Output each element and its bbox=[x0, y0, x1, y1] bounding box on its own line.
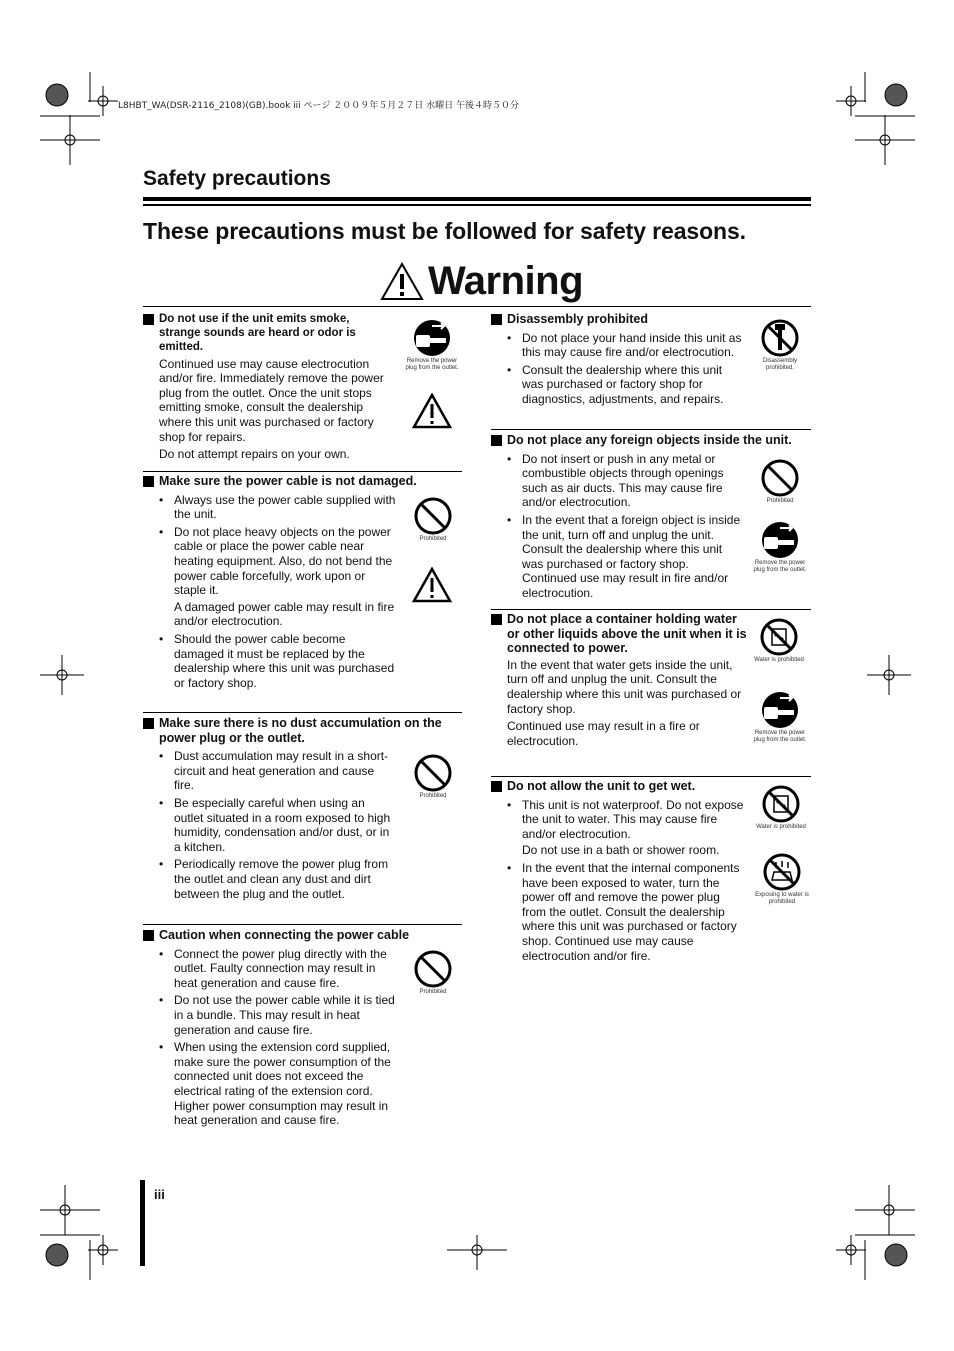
list-item: • Be especially careful when using an outlet situated in a room exposed to high humidity, condensation and/or dust, or in a kitchen. bbox=[159, 796, 397, 854]
water-icon-label: Water is prohibited bbox=[754, 657, 804, 663]
block-wet-note: Do not use in a bath or shower room. bbox=[522, 843, 720, 858]
water-prohibited-icon bbox=[753, 784, 809, 831]
prohibited-icon-label: Prohibited bbox=[766, 498, 794, 504]
list-item: • Always use the power cable supplied with the unit. bbox=[159, 493, 397, 522]
disassembly-prohibited-icon bbox=[757, 318, 803, 372]
list-item: • Do not place your hand inside this unit as this may cause fire and/or electrocution. bbox=[507, 331, 745, 360]
block-smoke bbox=[143, 312, 393, 465]
title-rule-thick bbox=[143, 197, 811, 201]
block-rule bbox=[143, 471, 462, 472]
block-disassembly-title: Disassembly prohibited bbox=[491, 312, 745, 327]
remove-plug-icon-label: Remove the power plug from the outlet. bbox=[405, 358, 459, 371]
prohibited-icon-label: Prohibited bbox=[419, 536, 447, 542]
block-connecting bbox=[143, 928, 410, 1131]
block-rule bbox=[491, 776, 811, 777]
block-smoke-text: Continued use may cause electrocution and/or fire. Immediately remove the power plug from the outlet. Once the unit stops emitting smoke, consult the dealership where this unit was purchased or factory shop for repairs. bbox=[159, 356, 384, 444]
remove-plug-icon bbox=[751, 690, 809, 744]
block-disassembly bbox=[491, 312, 745, 410]
block-power-cable-title: Make sure the power cable is not damaged. bbox=[143, 474, 459, 489]
block-container-water bbox=[491, 612, 745, 751]
block-container-water-text: In the event that water gets inside the unit, turn off and unplug the unit. Consult the dealership where this unit was purchased or factory shop. bbox=[507, 657, 742, 716]
remove-plug-icon-label: Remove the power plug from the outlet. bbox=[753, 730, 807, 743]
block-container-water-note: Continued use may result in a fire or electrocution. bbox=[507, 719, 700, 748]
warning-label: Warning bbox=[428, 258, 583, 303]
block-smoke-note: Do not attempt repairs on your own. bbox=[159, 447, 350, 462]
title-rule-thin bbox=[143, 204, 811, 206]
list-item: • This unit is not waterproof. Do not expose the unit to water. This may cause fire and/or electrocution. bbox=[507, 798, 745, 842]
disassembly-icon-label: Disassembly prohibited. bbox=[762, 358, 797, 371]
page-number: iii bbox=[154, 1187, 165, 1202]
warning-rule bbox=[143, 306, 811, 307]
page-side-bar bbox=[140, 1180, 145, 1266]
prohibited-icon bbox=[408, 496, 458, 543]
block-container-water-title: Do not place a container holding water or other liquids above the unit when it is connected to power. bbox=[491, 612, 747, 656]
list-item: • Periodically remove the power plug from the outlet and clean any dust and dirt between the plug and the outlet. bbox=[159, 857, 397, 901]
remove-plug-icon bbox=[403, 318, 461, 372]
block-rule bbox=[491, 609, 811, 610]
block-dust-title: Make sure there is no dust accumulation on the power plug or the outlet. bbox=[143, 716, 459, 745]
prohibited-icon-label: Prohibited bbox=[419, 793, 447, 799]
list-item: • Do not use the power cable while it is tied in a bundle. This may result in heat generation and cause fire. bbox=[159, 993, 397, 1037]
block-wet-title: Do not allow the unit to get wet. bbox=[491, 779, 745, 794]
list-item: • Connect the power plug directly with the outlet. Faulty connection may result in heat generation and cause fire. bbox=[159, 947, 397, 991]
block-rule bbox=[491, 429, 811, 430]
prohibited-icon bbox=[408, 753, 458, 800]
list-item: • When using the extension cord supplied, make sure the power consumption of the connected unit does not exceed the electrical rating of the extension cord. Higher power consumption may result in heat generation and cause fire. bbox=[159, 1040, 397, 1128]
block-rule bbox=[143, 924, 462, 925]
remove-plug-icon-label: Remove the power plug from the outlet. bbox=[753, 560, 807, 573]
prohibited-icon bbox=[408, 949, 458, 996]
caution-triangle-icon bbox=[412, 567, 452, 603]
warning-heading bbox=[380, 258, 583, 304]
block-power-cable bbox=[143, 474, 417, 693]
warning-triangle-icon bbox=[380, 261, 424, 301]
water-prohibited-icon bbox=[753, 617, 805, 664]
block-power-cable-note: A damaged power cable may result in fire and/or electrocution. bbox=[174, 599, 395, 629]
list-item: • Do not place heavy objects on the power cable or place the power cable near heating equipment. Also, do not bend the power cable forcefully, work upon or staple it. bbox=[159, 525, 397, 598]
list-item: • Consult the dealership where this unit was purchased or factory shop for diagnostics, adjustments, and repairs. bbox=[507, 363, 745, 407]
section-title: Safety precautions bbox=[143, 167, 331, 190]
list-item: • In the event that a foreign object is inside the unit, turn off and unplug the unit. Consult the dealership where this unit was purchased or factory shop. Continued use may result in fire and/or electrocution. bbox=[507, 513, 745, 601]
prohibited-icon bbox=[757, 458, 803, 505]
block-connecting-title: Caution when connecting the power cable bbox=[143, 928, 459, 943]
list-item: • In the event that the internal components have been exposed to water, turn the power off and remove the power plug from the outlet. Consult the dealership where this unit was purchased or factory shop. Continued use may cause electrocution and/or fire. bbox=[507, 861, 745, 963]
list-item: • Do not insert or push in any metal or combustible objects through openings such as air ducts. This may cause fire and/or electrocution. bbox=[507, 452, 745, 510]
exposing-water-prohibited-icon bbox=[755, 852, 809, 906]
water-icon-label: Water is prohibited bbox=[756, 824, 806, 830]
list-item: • Dust accumulation may result in a short-circuit and heat generation and cause fire. bbox=[159, 749, 397, 793]
prohibited-icon-label: Prohibited bbox=[419, 989, 447, 995]
block-rule bbox=[143, 712, 462, 713]
remove-plug-icon bbox=[751, 520, 809, 574]
block-foreign-objects-title: Do not place any foreign objects inside the unit. bbox=[491, 433, 817, 448]
file-header-line: L8HBT_WA(DSR-2116_2108)(GB).book iii ページ ２００９年５月２７日 水曜日 午後４時５０分 bbox=[118, 101, 519, 111]
main-heading: These precautions must be followed for safety reasons. bbox=[143, 218, 746, 244]
exposing-water-icon-label: Exposing to water is prohibited bbox=[755, 892, 809, 905]
block-wet bbox=[491, 779, 745, 966]
list-item: • Should the power cable become damaged it must be replaced by the dealership where this unit was purchased or factory shop. bbox=[159, 632, 397, 690]
caution-triangle-icon bbox=[412, 393, 452, 429]
block-smoke-title: Do not use if the unit emits smoke, strange sounds are heard or odor is emitted. bbox=[143, 312, 393, 355]
